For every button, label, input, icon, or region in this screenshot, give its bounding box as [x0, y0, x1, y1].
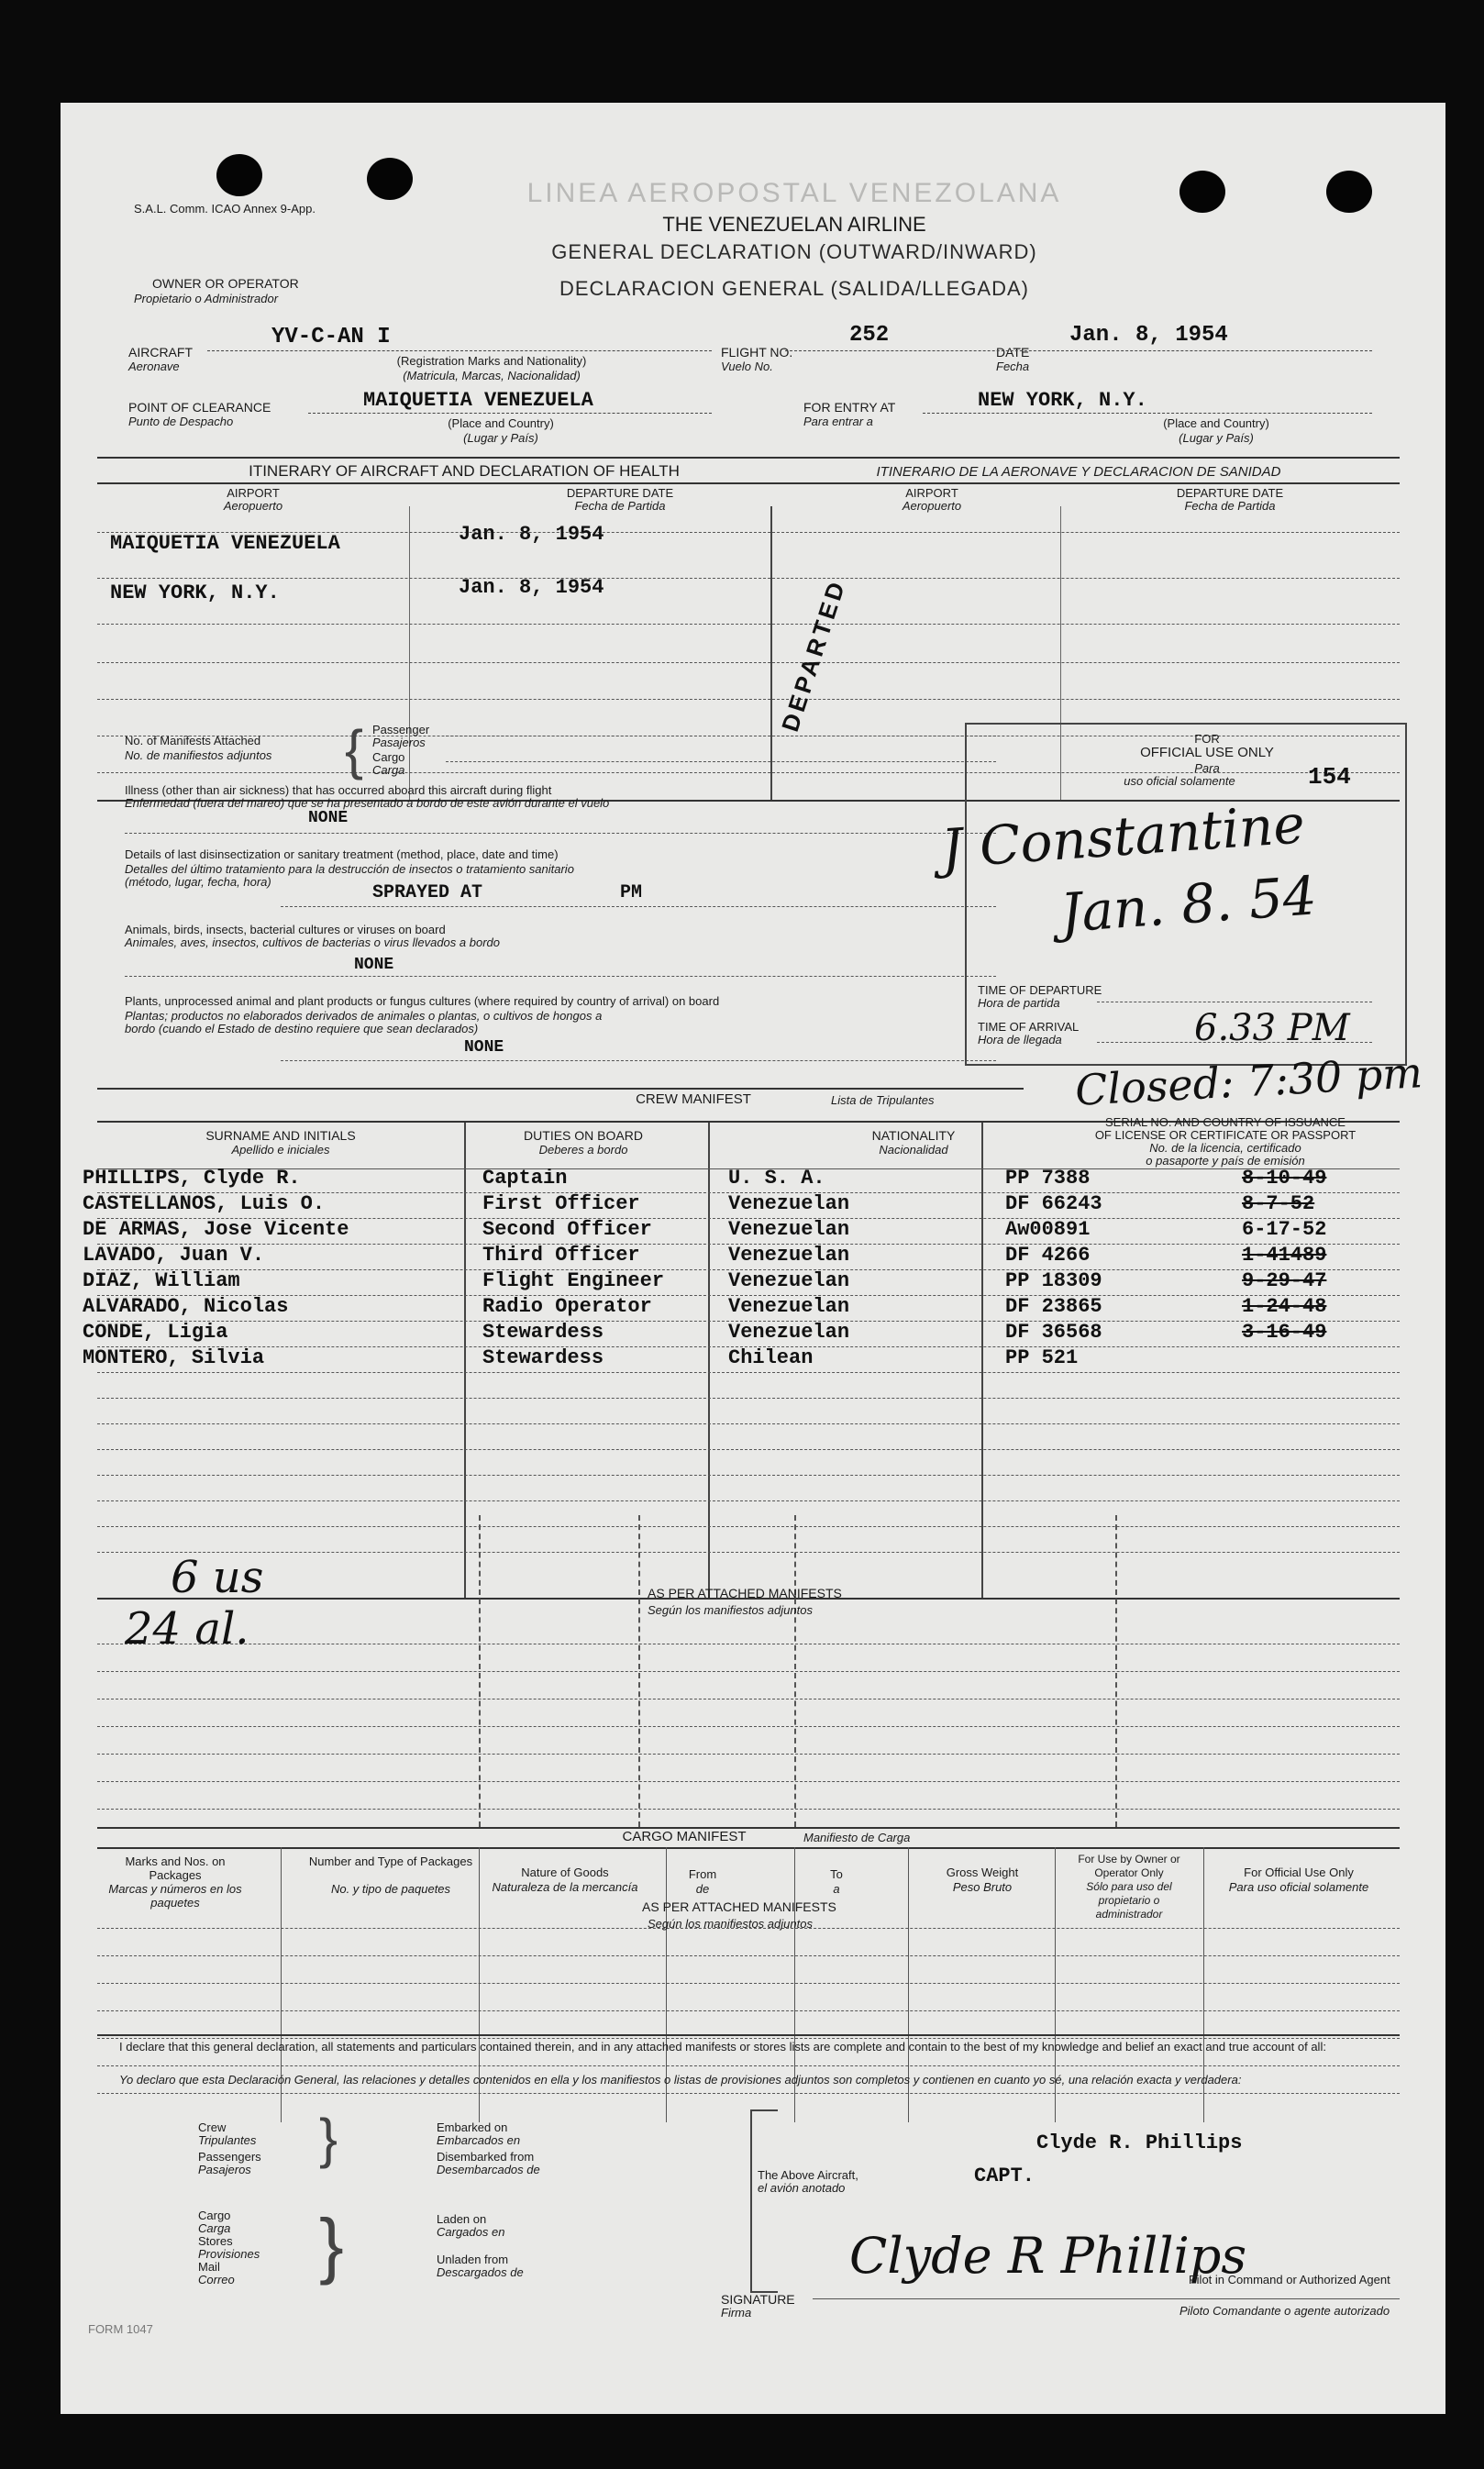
punch-hole [1326, 171, 1372, 213]
crew-handwritten-note-2: 24 al. [125, 1603, 249, 1655]
col-departure: DEPARTURE DATE [566, 486, 674, 500]
crew-duty: Captain [482, 1167, 568, 1190]
itinerary-line [97, 699, 1400, 700]
cargo-line [97, 2010, 1400, 2011]
passenger-line [97, 1671, 1400, 1672]
declaration-top-rule [97, 2034, 1400, 2036]
itinerary-divider [409, 506, 410, 800]
cargo-col-official-spanish: Para uso oficial solamente [1228, 1880, 1369, 1894]
col-serial: SERIAL NO. AND COUNTRY OF ISSUANCE [1105, 1115, 1346, 1129]
crew-line [97, 1269, 1400, 1270]
crew-nationality: Venezuelan [728, 1192, 850, 1215]
crew-line [97, 1295, 1400, 1296]
declaration-spanish: Yo declaro que esta Declaración General, las relaciones y detalles contenidos en ella y los manifiestos o listas de provisiones adjuntos son completos y contienen en cuanto yo sé, una relación exacta y verdadera: [119, 2073, 1242, 2087]
crew-line [97, 1372, 1400, 1373]
plants-value: NONE [464, 1038, 504, 1057]
entry-underline [923, 413, 1372, 414]
crew-license: DF 66243 [1005, 1192, 1102, 1215]
manifest-line [446, 761, 996, 762]
manifests-label-spanish: No. de manifiestos adjuntos [125, 748, 272, 762]
stores-label: Stores [198, 2234, 233, 2248]
crew-nationality: Venezuelan [728, 1321, 850, 1344]
col-serial-spanish-2: o pasaporte y país de emisión [1146, 1154, 1305, 1168]
cargo-col-from-spanish: de [695, 1882, 710, 1896]
cargo-attached-manifests: AS PER ATTACHED MANIFESTS [642, 1899, 836, 1914]
passenger-line [97, 1781, 1400, 1782]
crew-duty: Third Officer [482, 1244, 640, 1267]
entry-place-note-spanish: (Lugar y País) [1179, 431, 1254, 445]
passenger-attached-manifests: AS PER ATTACHED MANIFESTS [648, 1586, 842, 1600]
unladen-label: Unladen from [437, 2253, 509, 2266]
disinsect-line [281, 906, 996, 907]
crew-license-date: 1-41489 [1242, 1244, 1327, 1267]
crew-license-date: 6-17-52 [1242, 1218, 1327, 1241]
airline-name-english: THE VENEZUELAN AIRLINE [662, 213, 926, 236]
plants-label-spanish-2: bordo (cuando el Estado de destino requiere que sean declarados) [125, 1022, 479, 1035]
owner-label: OWNER OR OPERATOR [152, 276, 299, 291]
manifests-label: No. of Manifests Attached [125, 734, 261, 747]
crew-license: DF 36568 [1005, 1321, 1102, 1344]
entry-value: NEW YORK, N.Y. [978, 389, 1147, 412]
cargo-col-number: Number and Type of Packages [308, 1855, 473, 1868]
date-underline [785, 350, 1372, 351]
declaration-english: I declare that this general declaration, all statements and particulars contained therein, and in any attached manifests or stores lists are complete and contain to the best of my knowledge and belief an exact and true account of all: [119, 2040, 1326, 2054]
crew-duty: Radio Operator [482, 1295, 652, 1318]
crew-license: Aw00891 [1005, 1218, 1091, 1241]
animals-line [125, 976, 996, 977]
crew-line [97, 1552, 1400, 1553]
form-title-english: GENERAL DECLARATION (OUTWARD/INWARD) [551, 240, 1037, 263]
cargo-col-nature-spanish: Naturaleza de la mercancía [492, 1880, 638, 1894]
crew-line [97, 1244, 1400, 1245]
cargo-count-label: Cargo [372, 750, 405, 764]
itinerary-airport-2: NEW YORK, N.Y. [110, 581, 280, 604]
cargo-col-to: To [830, 1867, 843, 1881]
itinerary-date-2: Jan. 8, 1954 [459, 576, 604, 599]
passenger-line [97, 1754, 1400, 1755]
cargo-line [97, 2038, 1400, 2039]
passenger-line [97, 1809, 1400, 1810]
col-departure-spanish: Fecha de Partida [574, 499, 666, 513]
col-surname-spanish: Apellido e iniciales [231, 1143, 330, 1157]
animals-label: Animals, birds, insects, bacterial cultures or viruses on board [125, 923, 446, 936]
crew-line [97, 1423, 1400, 1424]
crew-nationality: Venezuelan [728, 1295, 850, 1318]
crew-license-date: 1-24-48 [1242, 1295, 1327, 1318]
departure-time-label-spanish: Hora de partida [978, 996, 1060, 1010]
clearance-label-spanish: Punto de Despacho [128, 415, 234, 428]
passenger-line [97, 1699, 1400, 1700]
cargo-title-spanish: Manifiesto de Carga [803, 1831, 911, 1844]
crew-license: PP 7388 [1005, 1167, 1091, 1190]
mail-label-spanish: Correo [198, 2273, 235, 2286]
itinerary-line [97, 624, 1400, 625]
official-para: Para [1194, 761, 1220, 775]
owner-label-spanish: Propietario o Administrador [134, 292, 279, 305]
col-airport: AIRPORT [227, 486, 280, 500]
cargo-total-label: Cargo [198, 2209, 231, 2222]
passengers-total-label: Passengers [198, 2150, 261, 2164]
itinerary-airport-1: MAIQUETIA VENEZUELA [110, 532, 340, 555]
aircraft-label: AIRCRAFT [128, 345, 193, 360]
crew-line [97, 1346, 1400, 1347]
aircraft-bracket [750, 2109, 778, 2293]
disembarked-label-spanish: Desembarcados de [437, 2163, 540, 2176]
cargo-col-owner-spanish: Sólo para uso del propietario o administrador [1086, 1880, 1172, 1921]
crew-duty: Second Officer [482, 1218, 652, 1241]
itinerary-line [97, 578, 1400, 579]
crew-nationality: Venezuelan [728, 1218, 850, 1241]
cargo-stores-brace: } [319, 2204, 344, 2286]
stores-label-spanish: Provisiones [198, 2247, 260, 2261]
crew-divider [708, 1123, 710, 1600]
itinerary-header-rule [97, 482, 1400, 484]
col-departure-right: DEPARTURE DATE [1176, 486, 1284, 500]
passenger-label: Passenger [372, 723, 430, 736]
crew-name: PHILLIPS, Clyde R. [83, 1167, 301, 1190]
crew-name: CASTELLANOS, Luis O. [83, 1192, 326, 1215]
crew-passengers-brace: } [319, 2108, 338, 2169]
arrival-time-label-spanish: Hora de llegada [978, 1033, 1062, 1046]
departed-stamp: DEPARTED [776, 575, 852, 736]
passenger-label-spanish: Pasajeros [372, 736, 426, 749]
crew-total-label-spanish: Tripulantes [198, 2133, 257, 2147]
cargo-line [97, 1955, 1400, 1956]
cargo-line [97, 2093, 1400, 2094]
crew-name: ALVARADO, Nicolas [83, 1295, 289, 1318]
crew-total-label: Crew [198, 2120, 227, 2134]
clearance-value: MAIQUETIA VENEZUELA [363, 389, 593, 412]
disinsect-label-spanish-2: (método, lugar, fecha, hora) [125, 875, 271, 889]
manifests-brace: { [345, 719, 364, 781]
arrival-time-line [1097, 1042, 1372, 1043]
form-title-spanish: DECLARACION GENERAL (SALIDA/LLEGADA) [559, 277, 1029, 300]
signature-line [813, 2298, 1400, 2299]
flight-no-value: 252 [849, 323, 890, 348]
passengers-total-label-spanish: Pasajeros [198, 2163, 251, 2176]
cargo-col-marks: Marks and Nos. on Packages [125, 1855, 226, 1882]
date-label: DATE [996, 345, 1030, 360]
date-label-spanish: Fecha [996, 360, 1030, 373]
itinerary-title-spanish: ITINERARIO DE LA AERONAVE Y DECLARACION DE SANIDAD [876, 464, 1281, 480]
captain-title: CAPT. [974, 2165, 1035, 2187]
official-signature-line-1: J Constantine [939, 792, 1307, 880]
col-surname: SURNAME AND INITIALS [205, 1128, 356, 1143]
crew-line [97, 1449, 1400, 1450]
cargo-col-number-spanish: No. y tipo de paquetes [330, 1882, 451, 1896]
embarked-label: Embarked on [437, 2120, 508, 2134]
cargo-col-to-spanish: a [833, 1882, 840, 1896]
col-departure-right-spanish: Fecha de Partida [1184, 499, 1276, 513]
illness-line [125, 833, 996, 834]
crew-license-date: 9-29-47 [1242, 1269, 1327, 1292]
crew-title: CREW MANIFEST [636, 1091, 751, 1107]
official-for: FOR [1194, 732, 1220, 746]
mail-label: Mail [198, 2260, 220, 2274]
animals-label-spanish: Animales, aves, insectos, cultivos de bacterias o virus llevados a bordo [125, 936, 500, 949]
col-airport-right-spanish: Aeropuerto [902, 499, 962, 513]
crew-license-date: 8-10-49 [1242, 1167, 1327, 1190]
crew-duty: Stewardess [482, 1346, 604, 1369]
official-title-spanish: uso oficial solamente [1124, 774, 1235, 788]
cargo-col-weight-spanish: Peso Bruto [952, 1880, 1013, 1894]
signature-label-spanish: Firma [721, 2306, 752, 2320]
itinerary-top-rule [97, 457, 1400, 459]
crew-line [97, 1192, 1400, 1193]
illness-label-spanish: Enfermedad (fuera del mareo) que se ha presentado a bordo de este avión durante el vuelo [125, 796, 610, 810]
general-declaration-form [61, 103, 1445, 2414]
disinsect-label: Details of last disinsectization or sanitary treatment (method, place, date and time) [125, 847, 559, 861]
crew-line [97, 1475, 1400, 1476]
entry-place-note: (Place and Country) [1163, 416, 1269, 430]
official-number: 154 [1308, 763, 1351, 791]
col-duties: DUTIES ON BOARD [524, 1128, 643, 1143]
official-signature-line-2: Jan. 8. 54 [1058, 864, 1319, 945]
punch-hole [216, 154, 262, 196]
flight-no-label-spanish: Vuelo No. [721, 360, 773, 373]
crew-license: PP 18309 [1005, 1269, 1102, 1292]
itinerary-line [97, 662, 1400, 663]
disembarked-label: Disembarked from [437, 2150, 535, 2164]
cargo-total-label-spanish: Carga [198, 2221, 231, 2235]
crew-name: MONTERO, Silvia [83, 1346, 265, 1369]
cargo-line [97, 2065, 1400, 2066]
crew-license-date: 3-16-49 [1242, 1321, 1327, 1344]
cargo-line [97, 1983, 1400, 1984]
crew-duty: Stewardess [482, 1321, 604, 1344]
above-aircraft: The Above Aircraft, [758, 2168, 858, 2182]
cargo-col-from: From [688, 1867, 717, 1881]
entry-label: FOR ENTRY AT [803, 400, 896, 415]
cargo-col-owner: For Use by Owner or Operator Only [1078, 1853, 1180, 1879]
col-duties-spanish: Deberes a bordo [538, 1143, 628, 1157]
departure-time-label: TIME OF DEPARTURE [978, 983, 1102, 997]
illness-label: Illness (other than air sickness) that has occurred aboard this aircraft during flight [125, 783, 552, 797]
crew-line [97, 1526, 1400, 1527]
crew-divider [464, 1123, 466, 1600]
crew-divider [981, 1123, 983, 1600]
cargo-header-rule [97, 1847, 1400, 1849]
cargo-col-marks-spanish: Marcas y números en los paquetes [108, 1882, 242, 1910]
crew-name: DE ARMAS, Jose Vicente [83, 1218, 349, 1241]
entry-label-spanish: Para entrar a [803, 415, 873, 428]
registration-note: (Registration Marks and Nationality) [396, 354, 587, 368]
crew-line [97, 1321, 1400, 1322]
crew-license: DF 4266 [1005, 1244, 1091, 1267]
crew-line [97, 1500, 1400, 1501]
aircraft-underline [207, 350, 712, 351]
crew-name: LAVADO, Juan V. [83, 1244, 265, 1267]
laden-label-spanish: Cargados en [437, 2225, 505, 2239]
itinerary-title-english: ITINERARY OF AIRCRAFT AND DECLARATION OF HEALTH [249, 462, 680, 480]
aircraft-value: YV-C-AN I [271, 325, 391, 349]
plants-label: Plants, unprocessed animal and plant products or fungus cultures (where required by country of arrival) on board [125, 994, 720, 1008]
captain-signature: Clyde R Phillips [849, 2227, 1247, 2285]
crew-name: CONDE, Ligia [83, 1321, 228, 1344]
crew-license: DF 23865 [1005, 1295, 1102, 1318]
airline-name: LINEA AEROPOSTAL VENEZOLANA [526, 178, 1062, 208]
above-aircraft-spanish: el avión anotado [758, 2181, 846, 2195]
crew-nationality: U. S. A. [728, 1167, 825, 1190]
flight-no-label: FLIGHT NO. [721, 345, 793, 360]
crew-line [97, 1398, 1400, 1399]
aircraft-label-spanish: Aeronave [128, 360, 180, 373]
col-serial-spanish: No. de la licencia, certificado [1149, 1141, 1301, 1155]
col-nationality-spanish: Nacionalidad [879, 1143, 948, 1157]
crew-name: DIAZ, William [83, 1269, 240, 1292]
laden-label: Laden on [437, 2212, 487, 2226]
date-value: Jan. 8, 1954 [1069, 323, 1228, 348]
col-airport-spanish: Aeropuerto [223, 499, 283, 513]
crew-duty: First Officer [482, 1192, 640, 1215]
place-note-spanish: (Lugar y País) [463, 431, 538, 445]
crew-nationality: Venezuelan [728, 1269, 850, 1292]
arrival-time-value: 6.33 PM [1194, 1007, 1350, 1049]
crew-handwritten-note-1: 6 us [171, 1552, 264, 1603]
animals-value: NONE [354, 956, 394, 974]
illness-value: NONE [308, 809, 349, 827]
crew-license: PP 521 [1005, 1346, 1079, 1369]
agent-label-spanish: Piloto Comandante o agente autorizado [1179, 2304, 1390, 2318]
passenger-attached-manifests-spanish: Según los manifiestos adjuntos [648, 1603, 813, 1617]
unladen-label-spanish: Descargados de [437, 2265, 524, 2279]
crew-duty: Flight Engineer [482, 1269, 665, 1292]
crew-title-spanish: Lista de Tripulantes [831, 1093, 935, 1107]
plants-label-spanish: Plantas; productos no elaborados derivados de animales o plantas, o cultivos de hongos a [125, 1009, 603, 1023]
agent-label: Pilot in Command or Authorized Agent [1189, 2273, 1390, 2286]
embarked-label-spanish: Embarcados en [437, 2133, 521, 2147]
cargo-count-label-spanish: Carga [372, 763, 405, 777]
itinerary-divider [770, 506, 772, 800]
form-number: FORM 1047 [88, 2322, 153, 2336]
passenger-line [97, 1726, 1400, 1727]
crew-line [97, 1218, 1400, 1219]
punch-hole [1179, 171, 1225, 213]
disinsect-value: SPRAYED AT [372, 882, 483, 903]
signature-label: SIGNATURE [721, 2292, 795, 2307]
clearance-label: POINT OF CLEARANCE [128, 400, 271, 415]
official-title: OFFICIAL USE ONLY [1140, 745, 1274, 760]
place-note: (Place and Country) [448, 416, 554, 430]
cargo-title: CARGO MANIFEST [622, 1829, 747, 1844]
crew-top-rule [97, 1088, 1024, 1090]
col-serial-2: OF LICENSE OR CERTIFICATE OR PASSPORT [1094, 1128, 1357, 1142]
crew-nationality: Venezuelan [728, 1244, 850, 1267]
closed-note: Closed: 7:30 pm [1073, 1047, 1424, 1115]
disinsect-label-spanish: Detalles del último tratamiento para la destrucción de insectos o tratamiento sanitario [125, 862, 574, 876]
itinerary-date-1: Jan. 8, 1954 [459, 523, 604, 546]
captain-name: Clyde R. Phillips [1036, 2131, 1243, 2154]
cargo-attached-manifests-spanish: Según los manifiestos adjuntos [648, 1917, 813, 1931]
cargo-col-weight: Gross Weight [946, 1866, 1019, 1879]
arrival-time-label: TIME OF ARRIVAL [978, 1020, 1080, 1034]
crew-nationality: Chilean [728, 1346, 814, 1369]
plants-line [281, 1060, 996, 1061]
cargo-col-nature: Nature of Goods [521, 1866, 609, 1879]
annex-reference: S.A.L. Comm. ICAO Annex 9-App. [134, 202, 316, 216]
cargo-col-official: For Official Use Only [1244, 1866, 1354, 1879]
punch-hole [367, 158, 413, 200]
crew-license-date: 8-7-52 [1242, 1192, 1315, 1215]
disinsect-time: PM [620, 882, 643, 903]
col-nationality: NATIONALITY [871, 1128, 956, 1143]
clearance-underline [308, 413, 712, 414]
registration-note-spanish: (Matricula, Marcas, Nacionalidad) [403, 369, 581, 382]
col-airport-right: AIRPORT [905, 486, 958, 500]
